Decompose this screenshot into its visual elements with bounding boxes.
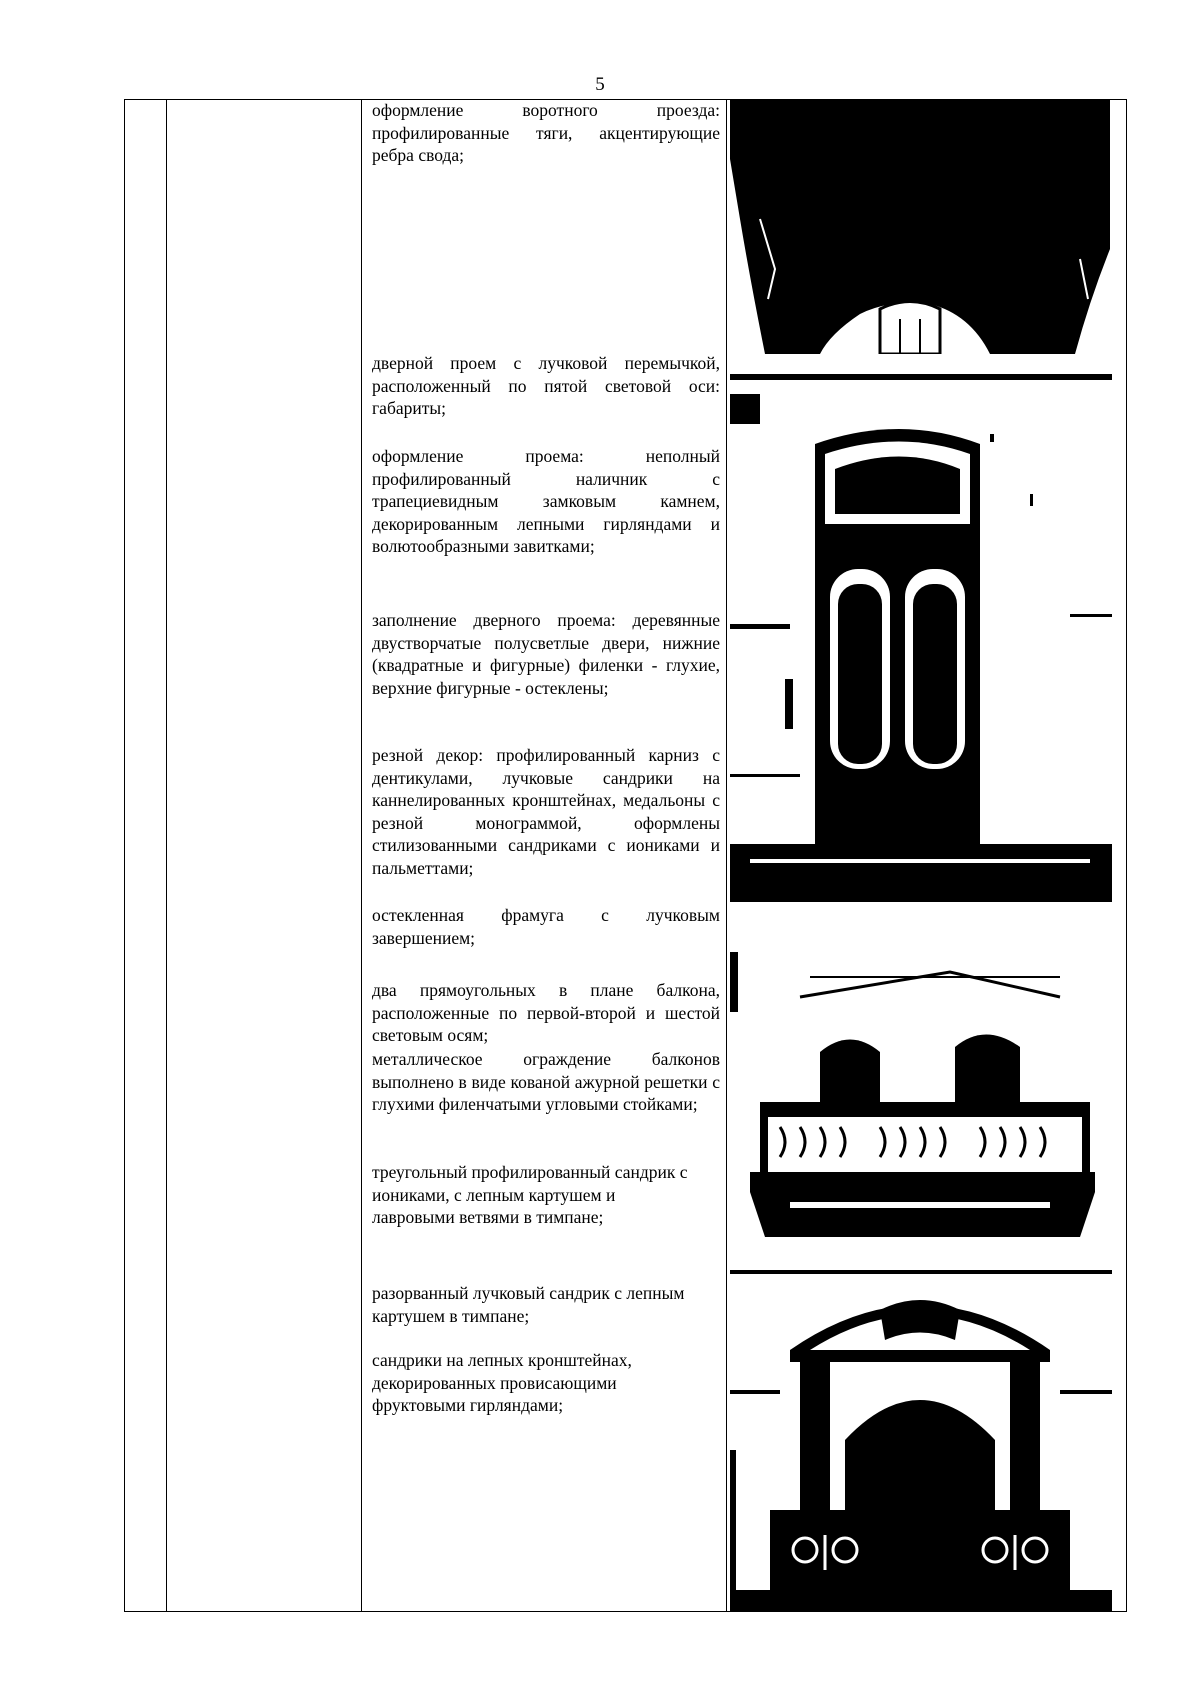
column-divider-3 bbox=[726, 99, 727, 1612]
photo-gate-vault bbox=[730, 99, 1110, 354]
page-number: 5 bbox=[595, 74, 605, 95]
description-transom: остекленная фрамуга с лучковым завершением; bbox=[372, 905, 720, 948]
photo-door bbox=[730, 374, 1112, 902]
description-door-fill: заполнение дверного проема: деревянные двустворчатые полусветлые двери, нижние (квадратные и фигурные) филенки - глухие, верхние фигурные - остеклены; bbox=[372, 610, 720, 698]
description-balconies: два прямоугольных в плане балкона, расположенные по первой-второй и шестой световым осям; bbox=[372, 980, 720, 1045]
description-door-decor: оформление проема: неполный профилированный наличник с трапециевидным замковым камнем, декорированным лепными гирляндами и волютообразными завитками; bbox=[372, 446, 720, 556]
column-divider-1 bbox=[166, 99, 167, 1612]
description-railing: металлическое ограждение балконов выполнено в виде кованой ажурной решетки с глухими филенчатыми угловыми стойками; bbox=[372, 1049, 720, 1114]
description-gate: оформление воротного проезда: профилированные тяги, акцентирующие ребра свода; bbox=[372, 100, 720, 165]
photo-portal bbox=[730, 1270, 1112, 1612]
description-broken-sandrik: разорванный лучковый сандрик с лепным картушем в тимпане; bbox=[372, 1283, 685, 1326]
table-border-right bbox=[1126, 99, 1127, 1612]
description-carving: резной декор: профилированный карниз с дентикулами, лучковые сандрики на каннелированных кронштейнах, медальоны с резной монограммой, оформлены стилизованными сандриками с иониками и пальметтами; bbox=[372, 745, 720, 878]
description-bracket-sandrik: сандрики на лепных кронштейнах, декорированных провисающими фруктовыми гирляндами; bbox=[372, 1350, 632, 1415]
description-triangle-sandrik: треугольный профилированный сандрик с иониками, с лепным картушем и лавровыми ветвями в тимпане; bbox=[372, 1162, 688, 1227]
description-door-opening: дверной проем с лучковой перемычкой, расположенный по пятой световой оси: габариты; bbox=[372, 353, 720, 418]
photo-balcony bbox=[730, 952, 1112, 1247]
column-divider-2 bbox=[361, 99, 362, 1612]
table-border-left bbox=[124, 99, 125, 1612]
